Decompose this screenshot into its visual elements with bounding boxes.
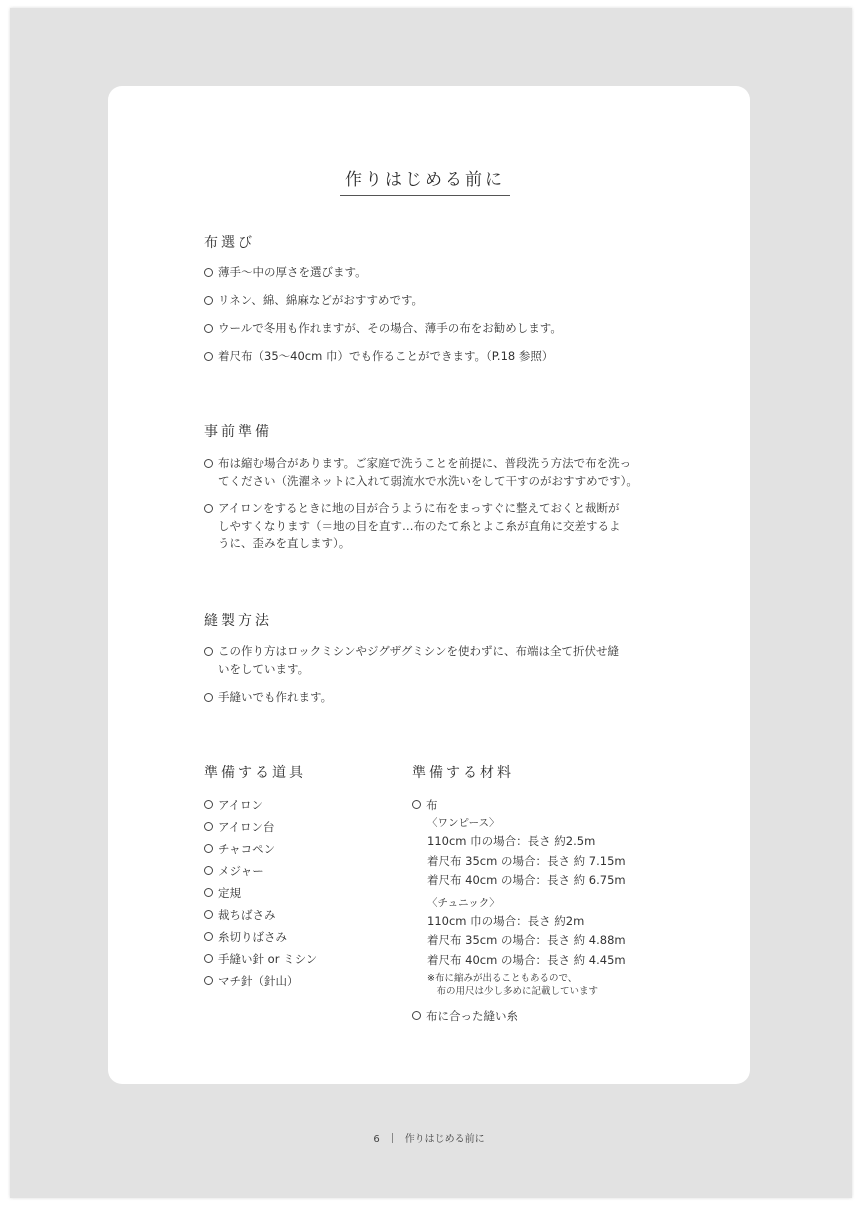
- circle-bullet-icon: [204, 324, 213, 333]
- footer-chapter: 作りはじめる前に: [404, 1134, 485, 1145]
- tool-item: 手縫い針 or ミシン: [204, 948, 317, 970]
- circle-bullet-icon: [204, 932, 213, 941]
- note-line: 布の用尺は少し多めに記載しています: [427, 986, 599, 997]
- circle-bullet-icon: [204, 866, 213, 875]
- circle-bullet-icon: [204, 954, 213, 963]
- page-number: 6: [373, 1134, 380, 1145]
- circle-bullet-icon: [204, 822, 213, 831]
- section-heading-prep: 事前準備: [204, 424, 272, 440]
- page-title: 作りはじめる前に: [340, 165, 510, 196]
- tools-list: [204, 794, 317, 992]
- tunic-label: 〈チュニック〉: [427, 896, 500, 909]
- fabric-item: ウールで冬用も作れますが、その場合、薄手の布をお勧めします。: [204, 320, 664, 338]
- circle-bullet-icon: [204, 647, 213, 656]
- tool-item: 裁ちばさみ: [204, 904, 317, 926]
- onepiece-line: 着尺布 35cm の場合：長さ 約 7.15m: [427, 853, 626, 868]
- circle-bullet-icon: [412, 1011, 421, 1020]
- tunic-line: 着尺布 40cm の場合：長さ 約 4.45m: [427, 952, 626, 967]
- tool-item: メジャー: [204, 860, 317, 882]
- tool-item: 定規: [204, 882, 317, 904]
- sewing-item: この作り方はロックミシンやジグザグミシンを使わずに、布端は全て折伏せ縫 いをしています。: [204, 643, 664, 678]
- circle-bullet-icon: [204, 800, 213, 809]
- materials-thread: [412, 1005, 518, 1027]
- circle-bullet-icon: [412, 800, 421, 809]
- tool-item: チャコペン: [204, 838, 317, 860]
- fabric-item: リネン、綿、綿麻などがおすすめです。: [204, 292, 664, 310]
- tool-item: マチ針（針山）: [204, 970, 317, 992]
- circle-bullet-icon: [204, 976, 213, 985]
- note-line: ※布に縮みが出ることもあるので、: [427, 973, 578, 984]
- tunic-line: 110cm 巾の場合：長さ 約2m: [427, 913, 585, 928]
- materials-fabric: [412, 794, 438, 816]
- section-heading-sewing: 縫製方法: [204, 613, 272, 629]
- circle-bullet-icon: [204, 693, 213, 702]
- circle-bullet-icon: [204, 888, 213, 897]
- section-heading-materials: 準備する材料: [412, 765, 514, 781]
- footer-divider: [392, 1133, 393, 1143]
- fabric-item: 薄手〜中の厚さを選びます。: [204, 264, 664, 282]
- material-item-thread: 布に合った縫い糸: [412, 1005, 518, 1027]
- onepiece-line: 着尺布 40cm の場合：長さ 約 6.75m: [427, 873, 626, 887]
- prep-item: 布は縮む場合があります。ご家庭で洗うことを前提に、普段洗う方法で布を洗っ てください（洗濯ネットに入れて弱流水で水洗いをして干すのがおすすめです）。: [204, 455, 664, 490]
- circle-bullet-icon: [204, 910, 213, 919]
- onepiece-line: 110cm 巾の場合：長さ 約2.5m: [427, 834, 596, 848]
- page-footer: [0, 1130, 858, 1145]
- tool-item: アイロン: [204, 794, 317, 816]
- circle-bullet-icon: [204, 352, 213, 361]
- circle-bullet-icon: [204, 268, 213, 277]
- onepiece-label: 〈ワンピース〉: [427, 817, 500, 829]
- material-item-fabric: 布: [412, 794, 438, 816]
- circle-bullet-icon: [204, 296, 213, 305]
- circle-bullet-icon: [204, 844, 213, 853]
- tool-item: 糸切りばさみ: [204, 926, 317, 948]
- prep-item: アイロンをするときに地の目が合うように布をまっすぐに整えておくと裁断が しやすくなります（＝地の目を直す…布のたて糸とよこ糸が直角に交差するよ うに、歪みを直します）。: [204, 500, 664, 553]
- circle-bullet-icon: [204, 504, 213, 513]
- section-heading-tools: 準備する道具: [204, 765, 306, 781]
- tool-item: アイロン台: [204, 816, 317, 838]
- section-heading-fabric: 布選び: [204, 235, 255, 251]
- tunic-line: 着尺布 35cm の場合：長さ 約 4.88m: [427, 933, 626, 947]
- circle-bullet-icon: [204, 459, 213, 468]
- sewing-item: 手縫いでも作れます。: [204, 689, 664, 707]
- fabric-item: 着尺布（35〜40cm 巾）でも作ることができます。（P.18 参照）: [204, 348, 664, 366]
- materials-detail: [427, 815, 626, 998]
